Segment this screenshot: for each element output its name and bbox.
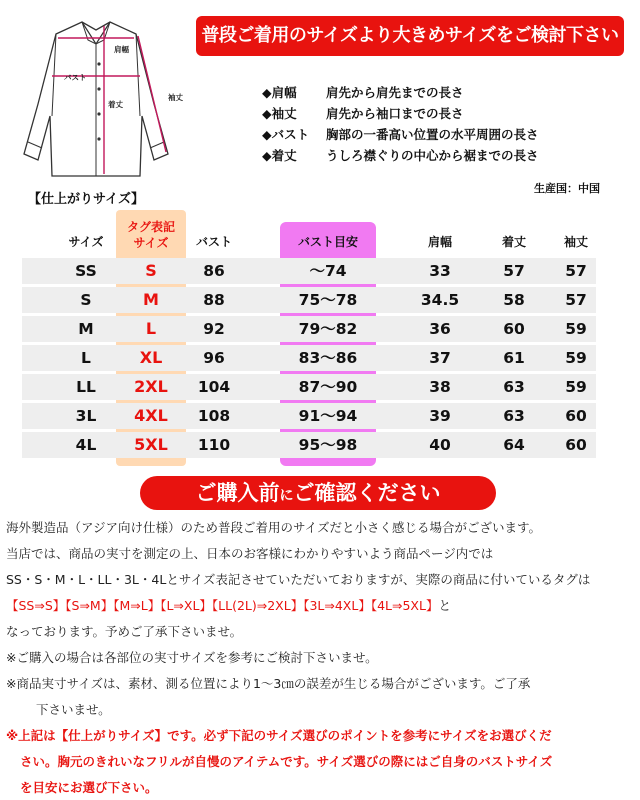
table-cell-length: 64 [503,436,525,454]
definition-term: ◆着丈 [262,148,297,163]
section-title: 【仕上がりサイズ】 [28,192,144,207]
table-cell-sleeve: 60 [565,436,587,454]
table-cell-length: 60 [503,320,525,338]
header-size: サイズ [68,235,104,249]
check-before-purchase-banner [140,476,496,510]
header-bust: バスト [195,235,232,249]
header-length: 着丈 [501,235,526,249]
table-cell-bust: 88 [203,291,225,309]
table-cell-guide: 95〜98 [298,436,358,454]
table-cell-size: LL [76,378,96,396]
table-cell-size: SS [75,262,97,280]
definition-length [262,145,632,166]
table-cell-shoulder: 38 [429,378,451,396]
note-line: 当店では、商品の実寸を測定の上、日本のお客様にわかりやすいよう商品ページ内では [6,546,494,561]
header-shoulder: 肩幅 [427,235,452,249]
table-cell-bust: 110 [197,436,231,454]
table-cell-tag: 2XL [134,377,168,396]
table-cell-bust: 104 [197,378,231,396]
table-cell-guide: 〜74 [309,262,347,280]
note-line: ※ご購入の場合は各部位の実寸サイズを参考にご検討下さいませ。 [6,650,378,665]
table-cell-shoulder: 36 [429,320,451,338]
finished-size-note: を目安にお選び下さい。 [20,780,158,795]
definition-desc: 胸部の一番高い位置の水平周囲の長さ [326,127,539,142]
banner-text-2: に [279,488,294,504]
note-line: 下さいませ。 [36,702,111,717]
table-cell-guide: 91〜94 [298,407,358,425]
shirt-measurement-diagram [4,4,192,180]
note-line: SS・S・M・L・LL・3L・4Lとサイズ表記させていただいておりますが、実際の商品に付いているタグは [6,572,591,587]
tag-size-mapping: 【SS⇒S】【S⇒M】【M⇒L】【L⇒XL】【LL(2L)⇒2XL】【3L⇒4XL】【4L⇒5XL】 [6,598,439,613]
finished-size-note: ※上記は【仕上がりサイズ】です。必ず下記のサイズ選びのポイントを参考にサイズをお選びくだ [6,728,552,743]
table-cell-tag: S [145,261,157,280]
table-cell-guide: 75〜78 [298,291,358,309]
table-cell-size: 4L [75,436,97,454]
table-cell-size: M [78,320,94,338]
table-cell-guide: 83〜86 [298,349,358,367]
table-cell-size: 3L [75,407,97,425]
table-cell-length: 61 [503,349,525,367]
note-mapping-line [6,593,636,619]
table-cell-size: L [81,349,91,367]
table-cell-shoulder: 34.5 [420,291,460,309]
table-cell-shoulder: 40 [429,436,451,454]
header-bust-guide: バスト目安 [297,235,358,249]
note-line: なっております。予めご了承下さいませ。 [6,624,243,639]
header-tag-line1: タグ表記 [126,220,175,234]
table-cell-shoulder: 33 [429,262,451,280]
table-cell-tag: 4XL [134,406,168,425]
note-line: ※商品実寸サイズは、素材、測る位置により1〜3㎝の誤差が生じる場合がございます。ご了承 [6,676,531,691]
banner-text-3: ご確認ください [293,481,441,505]
definition-bust [262,124,632,145]
table-cell-bust: 92 [203,320,225,338]
definition-shoulder [262,82,632,103]
note-line: 海外製造品（アジア向け仕様）のため普段ご着用のサイズだと小さく感じる場合がございます。 [6,520,542,535]
definition-desc: 肩先から肩先までの長さ [326,85,464,100]
table-cell-bust: 108 [197,407,231,425]
table-cell-length: 58 [503,291,525,309]
table-cell-bust: 86 [203,262,225,280]
header-sleeve: 袖丈 [563,235,588,249]
banner-text-1: ご購入前 [195,481,280,505]
definition-term: ◆バスト [262,127,310,142]
origin-country: 生産国：中国 [534,182,600,195]
table-cell-length: 63 [503,407,525,425]
table-cell-sleeve: 57 [565,291,587,309]
diagram-label-kitake: 着丈 [108,100,123,109]
table-cell-sleeve: 59 [565,378,587,396]
table-cell-tag: M [143,290,159,309]
header-tag-line2: サイズ [133,236,169,250]
measurement-definitions [262,82,632,166]
table-cell-length: 63 [503,378,525,396]
table-cell-sleeve: 59 [565,320,587,338]
table-cell-bust: 96 [203,349,225,367]
table-cell-length: 57 [503,262,525,280]
table-cell-tag: 5XL [134,435,168,454]
definition-desc: うしろ襟ぐりの中心から裾までの長さ [326,148,539,163]
diagram-label-katahaba: 肩幅 [114,45,129,54]
table-cell-size: S [80,291,92,309]
table-cell-guide: 87〜90 [298,378,358,396]
size-notes [6,515,636,800]
table-cell-shoulder: 37 [429,349,451,367]
definition-desc: 肩先から袖口までの長さ [326,106,464,121]
definition-sleeve [262,103,632,124]
mapping-tail: と [438,598,451,613]
table-cell-guide: 79〜82 [298,320,358,338]
diagram-label-sodetake: 袖丈 [168,93,183,102]
table-cell-tag: XL [139,348,163,367]
table-cell-sleeve: 57 [565,262,587,280]
definition-term: ◆袖丈 [262,106,297,121]
finished-size-note: さい。胸元のきれいなフリルが自慢のアイテムです。サイズ選びの際にはご自身のバストサイズ [20,754,553,769]
definition-term: ◆肩幅 [262,85,297,100]
diagram-label-bust: バスト [64,73,87,82]
size-advice-banner: 普段ご着用のサイズより大きめサイズをご検討下さい [196,16,624,56]
table-cell-sleeve: 60 [565,407,587,425]
table-cell-shoulder: 39 [429,407,451,425]
table-cell-tag: L [145,319,157,338]
table-cell-sleeve: 59 [565,349,587,367]
